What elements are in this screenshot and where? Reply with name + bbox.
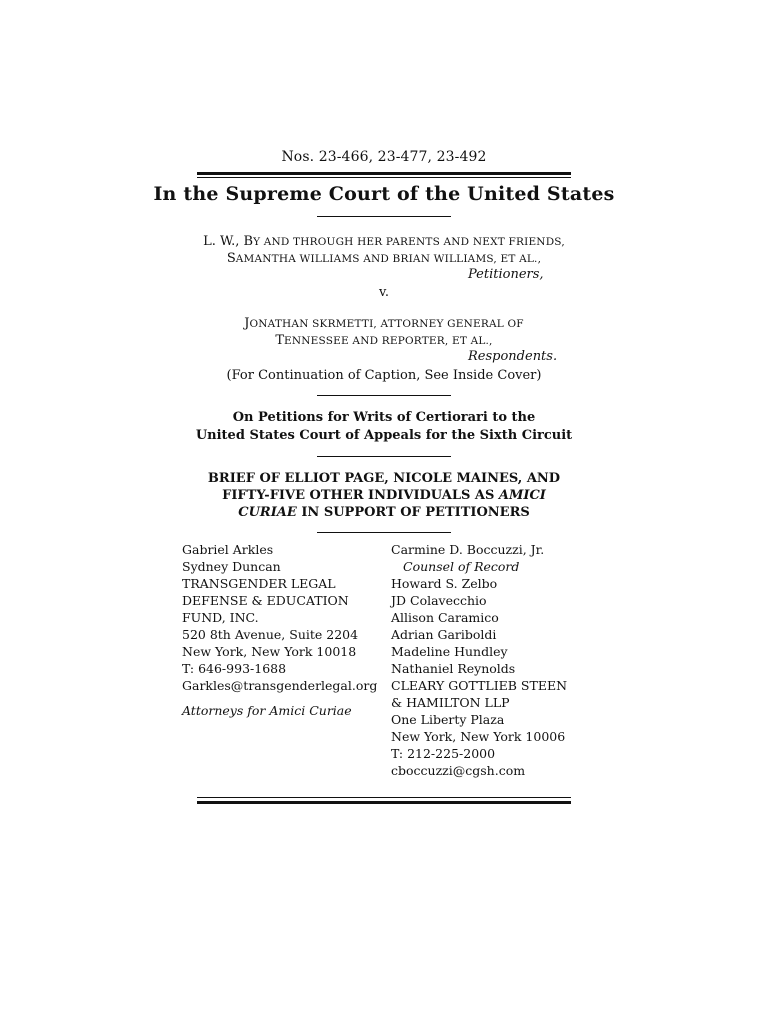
- right-counsel-block: [391, 541, 596, 779]
- right-counsel-line: & HAMILTON LLP: [391, 695, 510, 710]
- versus: v.: [379, 285, 389, 300]
- left-counsel-line: Sydney Duncan: [182, 559, 281, 574]
- left-counsel-line: FUND, INC.: [182, 610, 259, 625]
- brief-title: [0, 470, 768, 521]
- left-counsel-role: Attorneys for Amici Curiae: [182, 703, 352, 718]
- petitioners-role: Petitioners,: [468, 267, 544, 282]
- left-counsel-email: Garkles@transgenderlegal.org: [182, 678, 378, 693]
- petition-statement: [0, 409, 768, 445]
- petitioners-line-1-rest: Y AND THROUGH HER PARENTS AND NEXT FRIENDS,: [253, 236, 565, 248]
- petitioners-line-1-initial: L. W., B: [203, 234, 254, 249]
- right-counsel-line: Howard S. Zelbo: [391, 576, 498, 591]
- petition-line-2: United States Court of Appeals for the Sixth Circuit: [195, 428, 573, 443]
- right-counsel-line: Allison Caramico: [391, 610, 499, 625]
- left-counsel-line: TRANSGENDER LEGAL: [182, 576, 336, 591]
- right-counsel-line: Adrian Gariboldi: [391, 627, 497, 642]
- right-counsel-line: New York, New York 10006: [391, 729, 566, 744]
- right-counsel-line: One Liberty Plaza: [391, 712, 505, 727]
- right-counsel-email: cboccuzzi@cgsh.com: [391, 763, 526, 778]
- brief-title-line-2-text: FIFTY-FIVE OTHER INDIVIDUALS AS: [222, 488, 499, 503]
- left-counsel-line: Gabriel Arkles: [182, 542, 274, 557]
- brief-title-curiae: CURIAE: [238, 505, 297, 520]
- right-counsel-line: Madeline Hundley: [391, 644, 508, 659]
- left-counsel-line: DEFENSE & EDUCATION: [182, 593, 349, 608]
- court-title: In the Supreme Court of the United States: [153, 183, 615, 205]
- petitioners-line-2-rest: AMANTHA WILLIAMS AND BRIAN WILLIAMS, ET AL.,: [235, 253, 542, 265]
- right-counsel-line: Nathaniel Reynolds: [391, 661, 516, 676]
- respondents-line-2-initial: T: [275, 333, 285, 348]
- brief-title-line-2: [0, 487, 768, 504]
- continuation-note: (For Continuation of Caption, See Inside Cover): [226, 368, 542, 383]
- petitioners-line-2-initial: S: [226, 251, 236, 266]
- respondents-role: Respondents.: [468, 349, 558, 364]
- docket-numbers: Nos. 23-466, 23-477, 23-492: [281, 149, 487, 165]
- brief-title-line-3: [0, 504, 768, 521]
- counsel-of-record-name: Carmine D. Boccuzzi, Jr.: [391, 542, 545, 557]
- left-counsel-block: [182, 541, 387, 719]
- right-counsel-line: T: 212-225-2000: [391, 746, 496, 761]
- respondents-line-2-rest: ENNESSEE AND REPORTER, ET AL.,: [284, 335, 493, 347]
- right-counsel-line: CLEARY GOTTLIEB STEEN: [391, 678, 568, 693]
- petitioners-line-2: [0, 250, 768, 268]
- left-counsel-line: 520 8th Avenue, Suite 2204: [182, 627, 359, 642]
- top-rule-thin: [197, 177, 571, 178]
- top-rule-thick: [197, 172, 571, 175]
- separator-3: [317, 456, 451, 457]
- separator-4: [317, 532, 451, 533]
- right-counsel-line: JD Colavecchio: [391, 593, 487, 608]
- brief-title-line-3-text: IN SUPPORT OF PETITIONERS: [296, 505, 530, 520]
- brief-title-line-1: BRIEF OF ELLIOT PAGE, NICOLE MAINES, AND: [207, 471, 561, 486]
- left-counsel-line: T: 646-993-1688: [182, 661, 287, 676]
- separator-1: [317, 216, 451, 217]
- respondents-line-1-rest: ONATHAN SKRMETTI, ATTORNEY GENERAL OF: [249, 318, 524, 330]
- left-counsel-line: New York, New York 10018: [182, 644, 357, 659]
- petitioners-line-1: [0, 233, 768, 251]
- respondents-line-1: [0, 315, 768, 333]
- petition-line-1: On Petitions for Writs of Certiorari to the: [232, 410, 536, 425]
- bottom-rule-thin: [197, 797, 571, 798]
- respondents-line-1-initial: J: [244, 316, 250, 331]
- counsel-of-record-label: Counsel of Record: [403, 559, 520, 574]
- separator-2: [317, 395, 451, 396]
- bottom-rule-thick: [197, 801, 571, 804]
- brief-title-amici: AMICI: [498, 488, 546, 503]
- respondents-line-2: [0, 332, 768, 350]
